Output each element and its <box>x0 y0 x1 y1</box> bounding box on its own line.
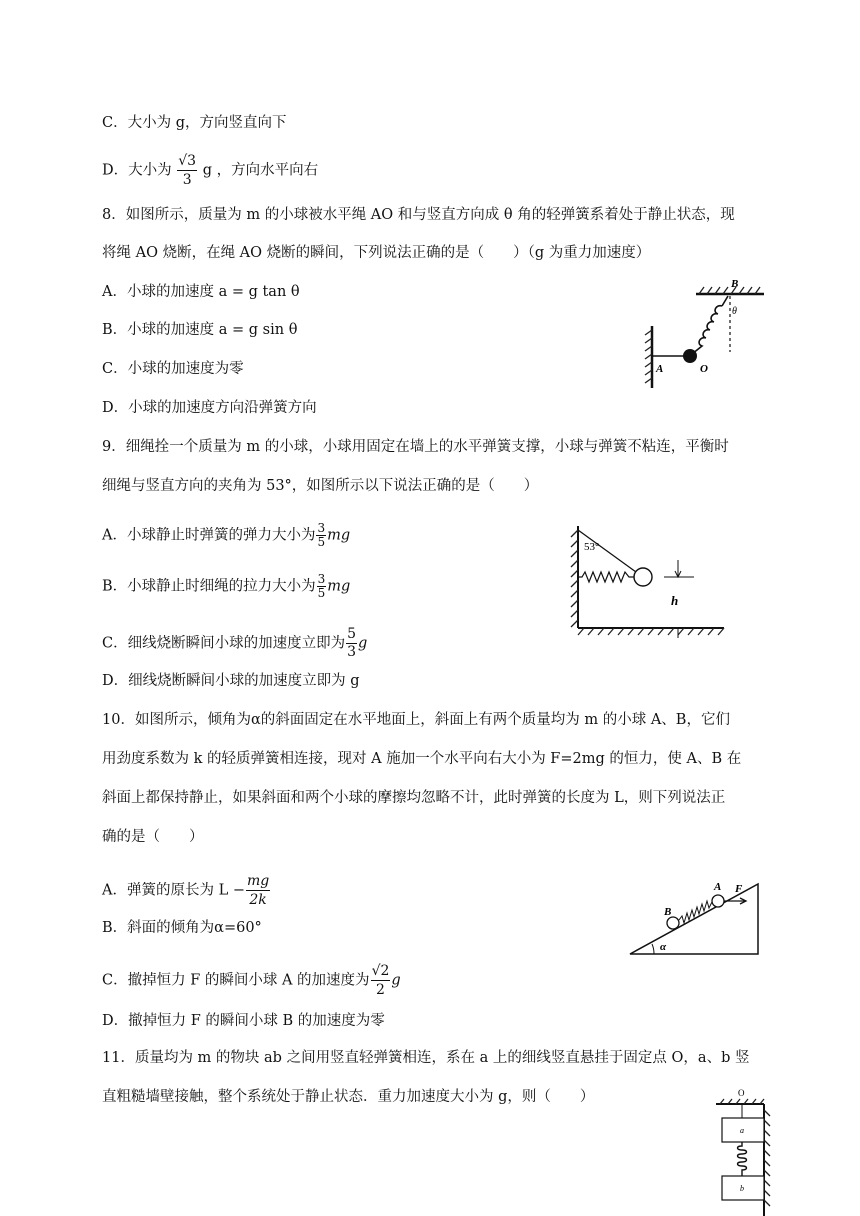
q9-option-a <box>102 522 350 549</box>
spring <box>692 296 728 354</box>
label-a: A <box>656 363 664 375</box>
fraction-denominator: 5 <box>317 535 326 549</box>
q8-stem-line1: 8．如图所示，质量为 m 的小球被水平绳 AO 和与竖直方向成 θ 角的轻弹簧系着处于静止状态，现 <box>102 207 735 223</box>
fraction-denominator: 2 <box>376 982 385 998</box>
q10-option-c-prefix: C．撤掉恒力 F 的瞬间小球 A 的加速度为 <box>102 972 370 989</box>
q9-figure <box>566 520 730 638</box>
q10-option-d: D．撤掉恒力 F 的瞬间小球 B 的加速度为零 <box>102 1013 385 1029</box>
fraction-numerator: 3 <box>317 521 326 535</box>
label-a: A <box>714 881 722 893</box>
q7-option-d <box>102 152 318 189</box>
fraction-numerator: √2 <box>371 963 390 979</box>
q10-figure <box>626 870 766 960</box>
q8-stem-line2: 将绳 AO 烧断，在绳 AO 烧断的瞬间，下列说法正确的是（ ）（g 为重力加速度） <box>102 245 651 261</box>
q9-option-c-fraction <box>346 626 357 661</box>
label-o: O <box>700 363 708 375</box>
q11-stem-line2: 直粗糙墙壁接触，整个系统处于静止状态．重力加速度大小为 g，则（ ） <box>102 1089 595 1105</box>
q7-option-d-suffix: g ，方向水平向右 <box>202 162 319 179</box>
q7-option-c: C．大小为 g，方向竖直向下 <box>102 115 287 131</box>
q10-option-c <box>102 962 401 999</box>
q9-option-b-suffix: mg <box>327 578 351 595</box>
q7-option-d-fraction <box>177 152 197 189</box>
q9-option-c <box>102 626 367 661</box>
label-theta: θ <box>732 306 737 317</box>
label-b: B <box>664 906 672 918</box>
q9-option-a-fraction <box>316 522 326 549</box>
q9-option-b <box>102 573 350 600</box>
label-53: 53° <box>584 541 600 553</box>
q10-stem-line3: 斜面上都保持静止，如果斜面和两个小球的摩擦均忽略不计，此时弹簧的长度为 L，则下列说法正 <box>102 790 726 806</box>
q8-option-b: B．小球的加速度 a = g sin θ <box>102 322 298 338</box>
q11-stem-line1: 11．质量均为 m 的物块 ab 之间用竖直轻弹簧相连，系在 a 上的细线竖直悬挂于固定点 O，a、b 竖 <box>102 1050 750 1066</box>
q10-option-c-suffix: g <box>391 972 401 989</box>
spring <box>738 1142 747 1176</box>
q10-option-a <box>102 872 271 909</box>
q9-stem-line2: 细绳与竖直方向的夹角为 53°，如图所示以下说法正确的是（ ） <box>102 478 539 494</box>
q9-option-c-suffix: g <box>358 635 368 652</box>
ball <box>683 349 697 363</box>
q9-option-a-prefix: A．小球静止时弹簧的弹力大小为 <box>102 527 316 544</box>
q9-option-d: D．细线烧断瞬间小球的加速度立即为 g <box>102 673 360 689</box>
q10-option-b: B．斜面的倾角为α=60° <box>102 920 262 936</box>
q8-option-a: A．小球的加速度 a = g tan θ <box>102 284 300 300</box>
fraction-denominator: 5 <box>317 586 326 600</box>
q10-stem-line2: 用劲度系数为 k 的轻质弹簧相连接，现对 A 施加一个水平向右大小为 F=2mg 的恒力，使 A、B 在 <box>102 751 742 767</box>
label-a: a <box>740 1126 744 1135</box>
fraction-numerator: 5 <box>347 626 357 642</box>
label-o: O <box>738 1088 745 1098</box>
label-alpha: α <box>660 941 667 953</box>
q7-option-d-prefix: D．大小为 <box>102 162 172 179</box>
ball-b <box>667 917 679 929</box>
q10-stem-line1: 10．如图所示，倾角为α的斜面固定在水平地面上，斜面上有两个质量均为 m 的小球 A、B，它们 <box>102 712 730 728</box>
ball <box>634 568 652 586</box>
label-b: b <box>740 1184 744 1193</box>
label-h: h <box>671 593 679 608</box>
q10-stem-line4: 确的是（ ） <box>102 829 204 845</box>
q9-stem-line1: 9．细绳拴一个质量为 m 的小球，小球用固定在墙上的水平弹簧支撑，小球与弹簧不粘连，平衡时 <box>102 439 729 455</box>
fraction-denominator: 2k <box>249 892 267 908</box>
fraction-denominator: 3 <box>347 644 357 660</box>
label-b: B <box>731 278 739 290</box>
ball-a <box>712 895 724 907</box>
fraction-numerator: mg <box>246 873 270 889</box>
q9-option-b-fraction <box>317 573 327 600</box>
q8-option-c: C．小球的加速度为零 <box>102 361 244 377</box>
q10-option-a-fraction <box>246 872 270 909</box>
q11-figure <box>708 1086 778 1216</box>
fraction-denominator: 3 <box>182 172 192 188</box>
spring <box>578 572 634 582</box>
fraction-numerator: √3 <box>178 153 197 169</box>
fraction-numerator: 3 <box>317 572 326 586</box>
label-f: F <box>735 883 743 895</box>
q8-figure <box>632 276 772 394</box>
q9-option-a-suffix: mg <box>327 527 351 544</box>
q9-option-b-prefix: B．小球静止时细绳的拉力大小为 <box>102 578 316 595</box>
q10-option-a-prefix: A．弹簧的原长为 L − <box>102 882 245 899</box>
q8-option-d: D．小球的加速度方向沿弹簧方向 <box>102 400 317 416</box>
q10-option-c-fraction <box>371 962 391 999</box>
q9-option-c-prefix: C．细线烧断瞬间小球的加速度立即为 <box>102 635 346 652</box>
